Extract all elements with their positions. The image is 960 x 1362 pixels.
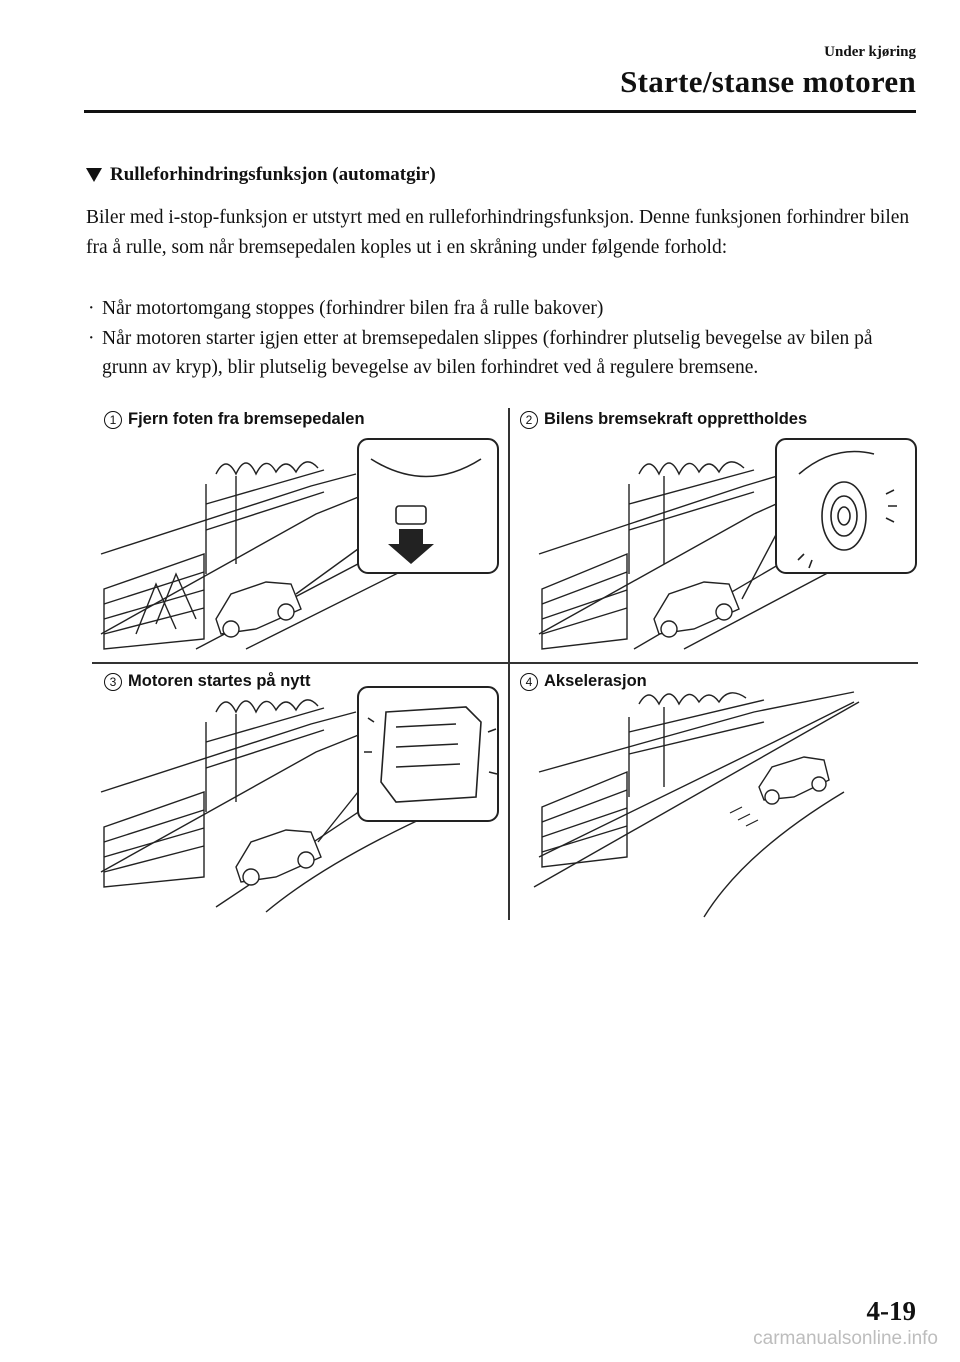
section-label: Under kjøring [824, 44, 916, 60]
header-rule [84, 110, 916, 113]
triangle-bullet-icon [86, 168, 102, 182]
panel-1-caption: 1 Fjern foten fra bremsepedalen [104, 410, 365, 429]
panel-number: 1 [104, 411, 122, 429]
panel-divider-vertical [508, 408, 510, 920]
panel-3-illustration [96, 682, 502, 918]
panel-number: 3 [104, 673, 122, 691]
subheading-text: Rulleforhindringsfunksjon (automatgir) [110, 164, 436, 185]
panel-divider-horizontal [92, 662, 918, 664]
panel-3-caption: 3 Motoren startes på nytt [104, 672, 310, 691]
panel-2-illustration [514, 434, 920, 656]
car-icon [759, 757, 829, 804]
subheading [86, 164, 436, 186]
list-item: · Når motortomgang stoppes (forhindrer bilen fra å rulle bakover) [86, 294, 916, 324]
panel-4-caption: 4 Akselerasjon [520, 672, 647, 691]
page-number: 4-19 [866, 1296, 916, 1326]
bullet-dot-icon: · [88, 327, 95, 349]
panel-number: 2 [520, 411, 538, 429]
section-title: Starte/stanse motoren [620, 64, 916, 99]
inset-frame [358, 439, 498, 573]
bullet-dot-icon: · [88, 298, 95, 319]
car-icon [236, 830, 321, 885]
panel-4-illustration [514, 682, 920, 918]
list-item: · Når motoren starter igjen etter at bremsepedalen slippes (forhindrer plutselig bevegelse av bilen på grunn av kryp), blir plutselig bevegelse av bilen forhindret ved å regulere bremsene. [86, 324, 916, 383]
watermark: carmanualsonline.info [753, 1328, 938, 1349]
panel-1-illustration [96, 434, 502, 656]
car-icon [216, 582, 301, 637]
car-icon [654, 582, 739, 637]
condition-list [86, 294, 916, 383]
intro-paragraph: Biler med i-stop-funksjon er utstyrt med en rulleforhindringsfunksjon. Denne funksjonen forhindrer bilen fra å rulle, som når bremsepedalen koples ut i en skråning under følgende forhold: [86, 207, 910, 258]
panel-2-caption: 2 Bilens bremsekraft opprettholdes [520, 410, 807, 429]
panel-number: 4 [520, 673, 538, 691]
